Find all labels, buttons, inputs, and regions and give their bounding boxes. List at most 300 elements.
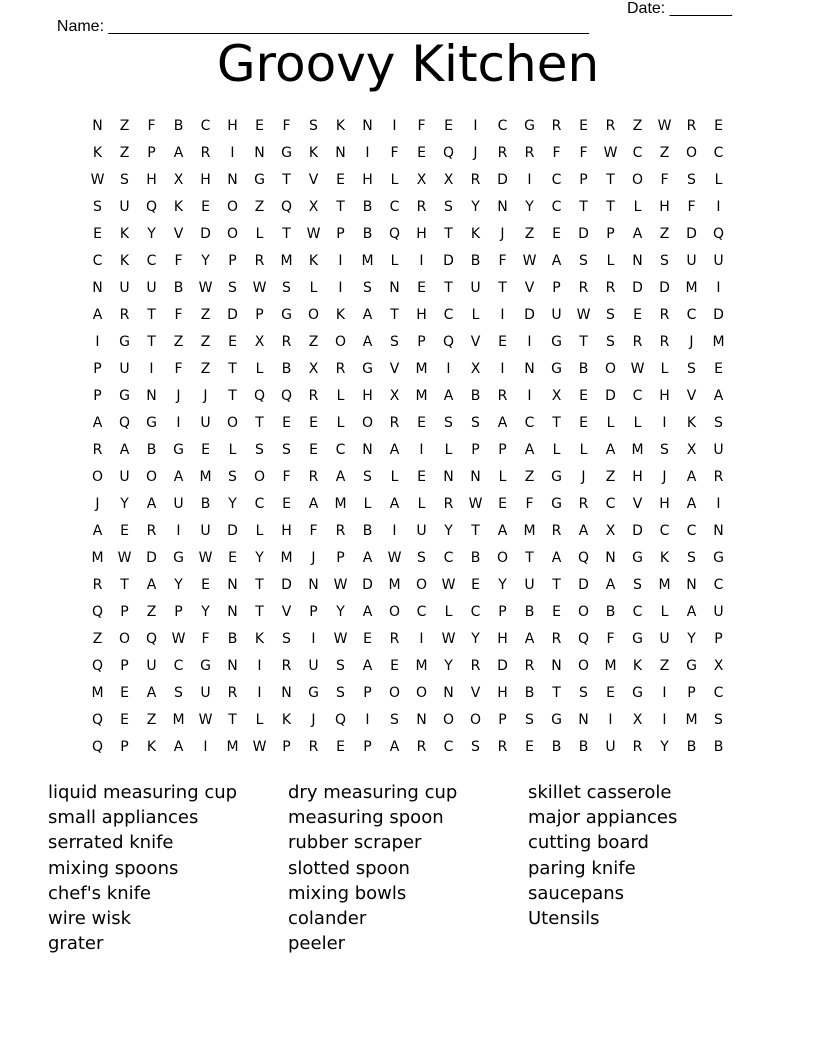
grid-letter: I — [716, 199, 721, 215]
grid-letter: Z — [524, 469, 535, 485]
grid-letter: F — [174, 361, 183, 377]
grid-letter: C — [92, 253, 103, 269]
grid-letter: B — [470, 388, 481, 404]
grid-letter: D — [605, 388, 616, 404]
grid-letter: P — [93, 361, 102, 377]
grid-letter: U — [524, 577, 535, 593]
grid-letter: V — [524, 280, 535, 296]
grid-letter: J — [581, 469, 586, 485]
grid-letter: E — [579, 415, 588, 431]
grid-letter: Q — [388, 226, 401, 242]
grid-row — [84, 734, 732, 761]
grid-letter: B — [281, 361, 292, 377]
grid-letter: N — [335, 145, 346, 161]
grid-letter: L — [552, 442, 561, 458]
grid-letter: A — [686, 604, 697, 620]
grid-letter: E — [498, 496, 507, 512]
grid-row — [84, 167, 732, 194]
grid-letter: S — [471, 415, 480, 431]
grid-letter: R — [713, 469, 724, 485]
grid-letter: W — [657, 118, 672, 134]
word-item: measuring spoon — [288, 807, 444, 829]
grid-letter: W — [441, 577, 456, 593]
grid-letter: S — [606, 334, 615, 350]
grid-letter: E — [552, 604, 561, 620]
grid-letter: O — [631, 172, 644, 188]
grid-letter: O — [415, 685, 428, 701]
grid-letter: R — [389, 415, 400, 431]
grid-letter: B — [470, 253, 481, 269]
grid-letter: E — [363, 631, 372, 647]
grid-letter: T — [255, 577, 264, 593]
grid-letter: G — [254, 172, 265, 188]
grid-letter: V — [470, 334, 481, 350]
grid-letter: A — [605, 442, 616, 458]
grid-letter: A — [173, 469, 184, 485]
grid-letter: K — [308, 145, 319, 161]
grid-letter: L — [255, 523, 264, 539]
grid-letter: B — [551, 739, 562, 755]
grid-letter: G — [551, 496, 562, 512]
grid-letter: N — [227, 604, 238, 620]
word-item: colander — [288, 907, 367, 929]
grid-letter: U — [200, 415, 211, 431]
grid-letter: M — [91, 685, 104, 701]
grid-letter: J — [662, 469, 667, 485]
grid-letter: N — [227, 577, 238, 593]
grid-letter: N — [227, 658, 238, 674]
grid-letter: A — [551, 550, 562, 566]
grid-letter: W — [333, 631, 348, 647]
grid-letter: N — [443, 469, 454, 485]
grid-letter: O — [91, 469, 104, 485]
grid-letter: F — [417, 118, 426, 134]
grid-letter: U — [686, 253, 697, 269]
grid-letter: S — [444, 199, 453, 215]
word-item: paring knife — [528, 857, 636, 879]
grid-letter: P — [606, 226, 615, 242]
grid-letter: T — [471, 523, 480, 539]
grid-letter: T — [228, 712, 237, 728]
grid-row — [84, 329, 732, 356]
grid-letter: N — [524, 361, 535, 377]
grid-letter: C — [173, 658, 184, 674]
grid-letter: B — [686, 739, 697, 755]
grid-letter: G — [281, 145, 292, 161]
grid-letter: F — [282, 469, 291, 485]
grid-letter: Q — [334, 712, 347, 728]
grid-letter: T — [120, 577, 129, 593]
grid-letter: K — [335, 307, 346, 323]
grid-letter: M — [388, 577, 401, 593]
word-item: mixing bowls — [288, 882, 407, 904]
grid-letter: N — [470, 469, 481, 485]
grid-letter: I — [149, 361, 154, 377]
grid-letter: Z — [119, 118, 130, 134]
grid-letter: E — [417, 145, 426, 161]
grid-letter: D — [578, 226, 589, 242]
grid-letter: D — [281, 577, 292, 593]
grid-letter: K — [470, 226, 481, 242]
grid-letter: D — [362, 577, 373, 593]
grid-letter: N — [578, 712, 589, 728]
grid-letter: Z — [146, 712, 157, 728]
grid-letter: P — [336, 550, 345, 566]
grid-letter: M — [415, 388, 428, 404]
grid-letter: G — [524, 118, 535, 134]
grid-letter: I — [95, 334, 100, 350]
grid-letter: W — [252, 280, 267, 296]
grid-letter: A — [389, 739, 400, 755]
grid-letter: I — [365, 712, 370, 728]
grid-letter: P — [579, 172, 588, 188]
grid-letter: P — [174, 604, 183, 620]
grid-letter: I — [473, 118, 478, 134]
grid-letter: A — [686, 469, 697, 485]
grid-letter: A — [605, 577, 616, 593]
grid-letter: O — [496, 550, 509, 566]
grid-letter: Y — [336, 604, 345, 620]
grid-letter: D — [227, 307, 238, 323]
grid-letter: O — [334, 334, 347, 350]
grid-letter: S — [687, 550, 696, 566]
grid-letter: G — [146, 415, 157, 431]
grid-letter: Y — [660, 739, 669, 755]
grid-letter: H — [416, 307, 427, 323]
grid-letter: L — [255, 712, 264, 728]
grid-letter: K — [686, 415, 697, 431]
grid-row — [84, 437, 732, 464]
grid-row — [84, 626, 732, 653]
grid-letter: S — [363, 469, 372, 485]
grid-letter: R — [146, 523, 157, 539]
grid-letter: C — [443, 550, 454, 566]
grid-letter: S — [282, 442, 291, 458]
grid-letter: L — [228, 442, 237, 458]
grid-letter: U — [713, 253, 724, 269]
grid-letter: R — [92, 442, 103, 458]
grid-letter: W — [171, 631, 186, 647]
grid-letter: Q — [280, 199, 293, 215]
grid-letter: M — [226, 739, 239, 755]
grid-letter: O — [307, 307, 320, 323]
grid-letter: Y — [525, 199, 534, 215]
grid-letter: N — [686, 577, 697, 593]
grid-letter: Q — [91, 739, 104, 755]
grid-letter: W — [603, 145, 618, 161]
grid-row — [84, 140, 732, 167]
word-item: Utensils — [528, 907, 600, 929]
word-column — [48, 780, 278, 956]
grid-letter: W — [630, 361, 645, 377]
word-item: serrated knife — [48, 832, 174, 854]
grid-letter: K — [632, 658, 643, 674]
grid-letter: Q — [145, 199, 158, 215]
grid-row — [84, 275, 732, 302]
grid-letter: T — [282, 226, 291, 242]
grid-letter: Z — [254, 199, 265, 215]
grid-row — [84, 410, 732, 437]
grid-letter: S — [579, 685, 588, 701]
grid-letter: T — [606, 199, 615, 215]
grid-row — [84, 653, 732, 680]
grid-letter: C — [713, 685, 724, 701]
grid-letter: E — [417, 469, 426, 485]
grid-letter: W — [198, 712, 213, 728]
grid-letter: X — [416, 172, 427, 188]
grid-letter: L — [390, 469, 399, 485]
grid-letter: D — [578, 577, 589, 593]
grid-letter: T — [336, 199, 345, 215]
grid-letter: H — [659, 199, 670, 215]
grid-letter: Z — [659, 226, 670, 242]
grid-row — [84, 572, 732, 599]
grid-letter: R — [416, 739, 427, 755]
grid-letter: Z — [659, 145, 670, 161]
grid-letter: V — [470, 685, 481, 701]
name-field: Name: ______________________________________________________ — [56, 18, 589, 35]
grid-letter: R — [578, 496, 589, 512]
grid-letter: B — [578, 361, 589, 377]
grid-letter: S — [660, 253, 669, 269]
grid-letter: P — [714, 631, 723, 647]
grid-letter: N — [497, 199, 508, 215]
grid-letter: U — [146, 280, 157, 296]
grid-letter: J — [500, 226, 505, 242]
grid-letter: U — [659, 631, 670, 647]
grid-letter: J — [473, 145, 478, 161]
grid-letter: I — [527, 334, 532, 350]
grid-letter: L — [579, 442, 588, 458]
grid-letter: I — [716, 496, 721, 512]
grid-letter: K — [119, 226, 130, 242]
grid-letter: E — [309, 442, 318, 458]
grid-letter: D — [497, 172, 508, 188]
word-item: mixing spoons — [48, 857, 179, 879]
grid-letter: I — [446, 361, 451, 377]
grid-letter: G — [713, 550, 724, 566]
grid-letter: Q — [91, 604, 104, 620]
grid-letter: H — [146, 172, 157, 188]
grid-letter: G — [632, 550, 643, 566]
grid-letter: Z — [173, 334, 184, 350]
word-item: small appliances — [48, 807, 199, 829]
grid-letter: K — [254, 631, 265, 647]
word-item: cutting board — [528, 832, 649, 854]
grid-letter: Q — [91, 712, 104, 728]
grid-letter: V — [632, 496, 643, 512]
grid-letter: U — [119, 199, 130, 215]
grid-letter: E — [714, 361, 723, 377]
grid-letter: I — [662, 415, 667, 431]
grid-row — [84, 302, 732, 329]
grid-letter: Y — [201, 604, 210, 620]
grid-letter: B — [470, 550, 481, 566]
grid-letter: C — [632, 604, 643, 620]
grid-letter: Z — [200, 307, 211, 323]
grid-letter: N — [362, 442, 373, 458]
grid-letter: U — [713, 604, 724, 620]
grid-letter: B — [362, 199, 373, 215]
grid-letter: R — [551, 631, 562, 647]
grid-letter: I — [176, 415, 181, 431]
grid-letter: F — [390, 145, 399, 161]
word-column — [288, 780, 518, 956]
grid-letter: U — [200, 685, 211, 701]
grid-letter: D — [632, 280, 643, 296]
grid-letter: R — [281, 334, 292, 350]
grid-letter: Q — [118, 415, 131, 431]
grid-letter: P — [336, 226, 345, 242]
grid-letter: T — [579, 199, 588, 215]
grid-letter: M — [280, 550, 293, 566]
grid-letter: Z — [605, 469, 616, 485]
grid-letter: R — [497, 388, 508, 404]
grid-letter: A — [443, 388, 454, 404]
grid-letter: X — [632, 712, 643, 728]
grid-letter: R — [497, 145, 508, 161]
grid-letter: E — [390, 658, 399, 674]
grid-letter: Q — [280, 388, 293, 404]
grid-letter: Y — [228, 496, 237, 512]
grid-letter: E — [579, 118, 588, 134]
grid-letter: O — [226, 226, 239, 242]
grid-letter: S — [174, 685, 183, 701]
grid-letter: V — [281, 604, 292, 620]
grid-letter: D — [524, 307, 535, 323]
date-field: Date: _______ — [627, 0, 732, 17]
grid-letter: W — [252, 739, 267, 755]
grid-letter: S — [687, 172, 696, 188]
grid-letter: Y — [120, 496, 129, 512]
grid-letter: R — [308, 388, 319, 404]
grid-letter: I — [203, 739, 208, 755]
grid-letter: G — [173, 550, 184, 566]
grid-letter: K — [335, 118, 346, 134]
grid-row — [84, 194, 732, 221]
grid-letter: Z — [200, 361, 211, 377]
grid-letter: T — [390, 307, 399, 323]
grid-letter: F — [525, 496, 534, 512]
grid-letter: T — [228, 388, 237, 404]
grid-letter: L — [309, 280, 318, 296]
grid-letter: R — [470, 172, 481, 188]
grid-letter: C — [551, 172, 562, 188]
grid-letter: T — [282, 172, 291, 188]
grid-letter: C — [416, 604, 427, 620]
grid-letter: O — [415, 577, 428, 593]
grid-letter: S — [417, 550, 426, 566]
grid-letter: X — [308, 199, 319, 215]
grid-letter: B — [200, 496, 211, 512]
grid-letter: O — [118, 631, 131, 647]
grid-letter: E — [120, 685, 129, 701]
grid-letter: A — [119, 442, 130, 458]
grid-letter: E — [201, 442, 210, 458]
word-item: saucepans — [528, 882, 625, 904]
grid-letter: I — [392, 118, 397, 134]
grid-letter: E — [336, 172, 345, 188]
grid-letter: U — [146, 658, 157, 674]
grid-letter: H — [281, 523, 292, 539]
grid-letter: R — [389, 631, 400, 647]
grid-letter: C — [686, 523, 697, 539]
word-item: grater — [48, 933, 104, 955]
grid-letter: R — [659, 334, 670, 350]
grid-letter: A — [578, 523, 589, 539]
grid-letter: M — [172, 712, 185, 728]
grid-letter: Q — [577, 550, 590, 566]
grid-letter: X — [470, 361, 481, 377]
grid-letter: M — [280, 253, 293, 269]
grid-letter: M — [685, 712, 698, 728]
grid-letter: X — [686, 442, 697, 458]
grid-letter: F — [552, 145, 561, 161]
grid-letter: R — [605, 280, 616, 296]
grid-letter: X — [713, 658, 724, 674]
grid-letter: C — [632, 388, 643, 404]
grid-row — [84, 599, 732, 626]
grid-letter: K — [92, 145, 103, 161]
grid-letter: F — [147, 118, 156, 134]
grid-letter: W — [468, 496, 483, 512]
grid-letter: A — [362, 604, 373, 620]
grid-row — [84, 545, 732, 572]
grid-letter: A — [524, 631, 535, 647]
grid-letter: S — [255, 442, 264, 458]
grid-letter: D — [632, 523, 643, 539]
grid-letter: L — [471, 307, 480, 323]
grid-letter: E — [228, 334, 237, 350]
grid-letter: P — [120, 604, 129, 620]
grid-letter: N — [308, 577, 319, 593]
grid-letter: N — [389, 280, 400, 296]
grid-letter: D — [659, 280, 670, 296]
grid-row — [84, 356, 732, 383]
grid-letter: A — [173, 145, 184, 161]
grid-letter: K — [308, 253, 319, 269]
grid-letter: A — [713, 388, 724, 404]
word-item: peeler — [288, 933, 346, 955]
grid-letter: P — [363, 685, 372, 701]
grid-letter: A — [146, 577, 157, 593]
grid-letter: H — [362, 172, 373, 188]
grid-letter: C — [470, 604, 481, 620]
grid-letter: W — [198, 280, 213, 296]
grid-letter: V — [308, 172, 319, 188]
grid-letter: Z — [524, 226, 535, 242]
grid-letter: P — [498, 712, 507, 728]
grid-letter: P — [228, 253, 237, 269]
grid-letter: X — [443, 172, 454, 188]
grid-letter: L — [606, 415, 615, 431]
grid-letter: C — [389, 199, 400, 215]
grid-letter: I — [500, 361, 505, 377]
grid-letter: A — [362, 550, 373, 566]
grid-letter: Q — [442, 334, 455, 350]
grid-letter: G — [551, 469, 562, 485]
grid-letter: L — [390, 172, 399, 188]
grid-letter: W — [522, 253, 537, 269]
grid-letter: G — [200, 658, 211, 674]
grid-letter: U — [119, 469, 130, 485]
grid-letter: S — [579, 253, 588, 269]
grid-letter: I — [392, 523, 397, 539]
word-column — [528, 780, 758, 931]
grid-letter: A — [389, 496, 400, 512]
grid-letter: G — [632, 685, 643, 701]
grid-letter: E — [120, 712, 129, 728]
